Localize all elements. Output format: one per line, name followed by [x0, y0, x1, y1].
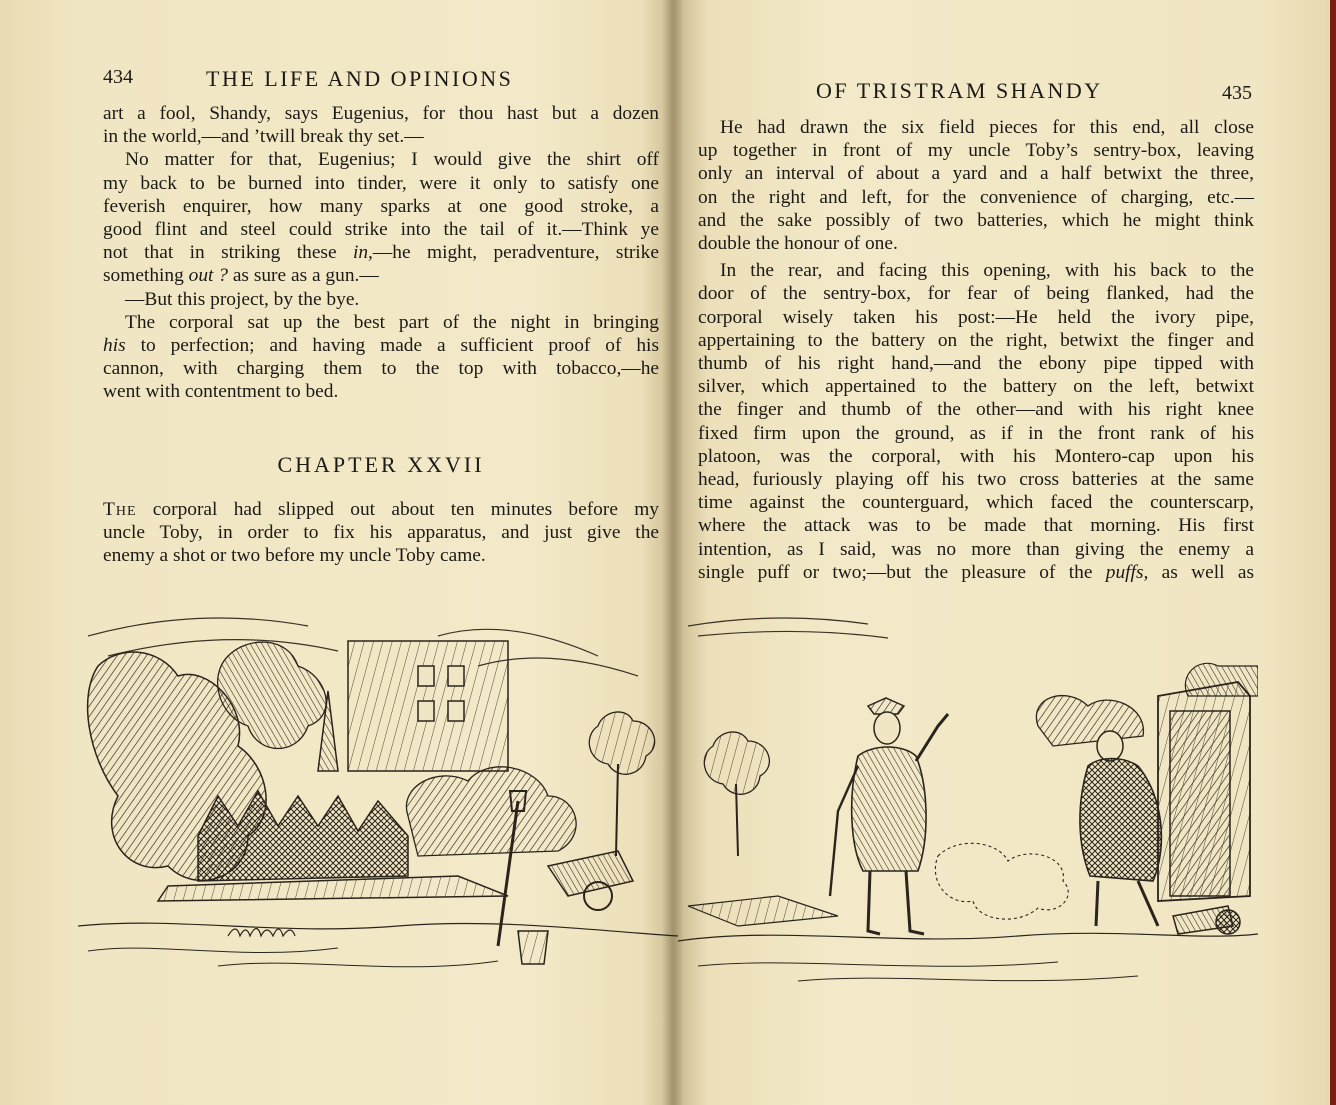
drop-word: The	[103, 499, 137, 520]
text-line: something out ? as sure as a gun.—	[103, 265, 379, 287]
text-line: on the right and left, for the convenience of charging, etc.—	[698, 186, 1254, 208]
text-line: single puff or two;—but the pleasure of the puffs, as well as	[698, 561, 1254, 583]
text-line: where the attack was to be made that morning. His first	[698, 515, 1254, 537]
uncle-toby-figure	[830, 698, 948, 934]
right-running-head: OF TRISTRAM SHANDY	[816, 78, 1103, 103]
right-page-number: 435	[1222, 82, 1252, 104]
text-line: his to perfection; and having made a sufficient proof of his	[103, 335, 659, 357]
text-line: in the world,—and ’twill break thy set.—	[103, 126, 424, 148]
text-line: door of the sentry-box, for fear of being flanked, had the	[698, 283, 1254, 305]
text-line: and the sake possibly of two batteries, which he might think	[698, 209, 1254, 231]
left-running-head: THE LIFE AND OPINIONS	[206, 66, 514, 91]
text-line: appertaining to the battery on the right, betwixt the finger and	[698, 329, 1254, 351]
sentry-box	[1158, 682, 1250, 901]
text-line: only an interval of about a yard and a half betwixt the three,	[698, 163, 1254, 185]
left-scene	[78, 618, 678, 967]
italic-word: out ?	[188, 265, 228, 287]
book-cover-edge	[1330, 0, 1336, 1105]
right-scene	[678, 618, 1258, 981]
text-line: head, furiously playing off his two cross batteries at the same	[698, 469, 1254, 491]
text-line: art a fool, Shandy, says Eugenius, for thou hast but a dozen	[103, 103, 659, 124]
corporal-trim-figure	[1080, 731, 1161, 926]
text-line: fixed firm upon the ground, as if in the front rank of his	[698, 422, 1254, 444]
italic-word: puffs,	[1105, 561, 1149, 583]
text-line: up together in front of my uncle Toby’s sentry-box, leaving	[698, 140, 1254, 162]
text-line: intention, as I said, was no more than giving the enemy a	[698, 538, 1254, 560]
text-line: the finger and thumb of the other—and with his right knee	[698, 399, 1254, 421]
text-line: —But this project, by the bye.	[125, 288, 360, 310]
text-line: time against the counterguard, which faced the counterscarp,	[698, 492, 1254, 514]
italic-word: in,	[352, 242, 373, 264]
text-line: not that in striking these in,—he might, peradventure, strike	[103, 242, 659, 264]
italic-word: his	[103, 335, 126, 357]
text-line: uncle Toby, in order to fix his apparatus, and just give the	[103, 522, 659, 544]
text-line: cannon, with charging them to the top with tobacco,—he	[103, 358, 659, 380]
engraving-illustration	[78, 596, 1258, 996]
text-line: The corporal sat up the best part of the night in bringing	[125, 311, 659, 333]
text-line: He had drawn the six field pieces for this end, all close	[720, 117, 1254, 138]
text-line: my back to be burned into tinder, were it only to satisfy one	[103, 172, 659, 194]
text-line: feverish enquirer, how many sparks at one good stroke, a	[103, 195, 659, 217]
text-line: No matter for that, Eugenius; I would give the shirt off	[125, 149, 659, 171]
text-line: double the honour of one.	[698, 233, 898, 255]
text-line: corporal wisely taken his post:—He held the ivory pipe,	[698, 306, 1254, 328]
chapter-body-text	[103, 498, 659, 568]
left-page-number: 434	[103, 66, 133, 88]
text-line: enemy a shot or two before my uncle Toby came.	[103, 545, 486, 567]
text-line: The corporal had slipped out about ten minutes before my	[103, 499, 659, 520]
chapter-heading: CHAPTER XXVII	[277, 452, 485, 477]
text-line: went with contentment to bed.	[103, 381, 339, 403]
text-line: In the rear, and facing this opening, with his back to the	[720, 260, 1254, 282]
left-body-text	[103, 102, 659, 404]
text-line: silver, which appertained to the battery on the left, betwixt	[698, 376, 1254, 398]
right-body-text	[698, 116, 1254, 584]
text-line: platoon, was the corporal, with his Montero-cap upon his	[698, 445, 1254, 467]
text-line: thumb of his right hand,—and the ebony pipe tipped with	[698, 353, 1254, 375]
text-line: good flint and steel could strike into the tail of it.—Think ye	[103, 219, 659, 241]
